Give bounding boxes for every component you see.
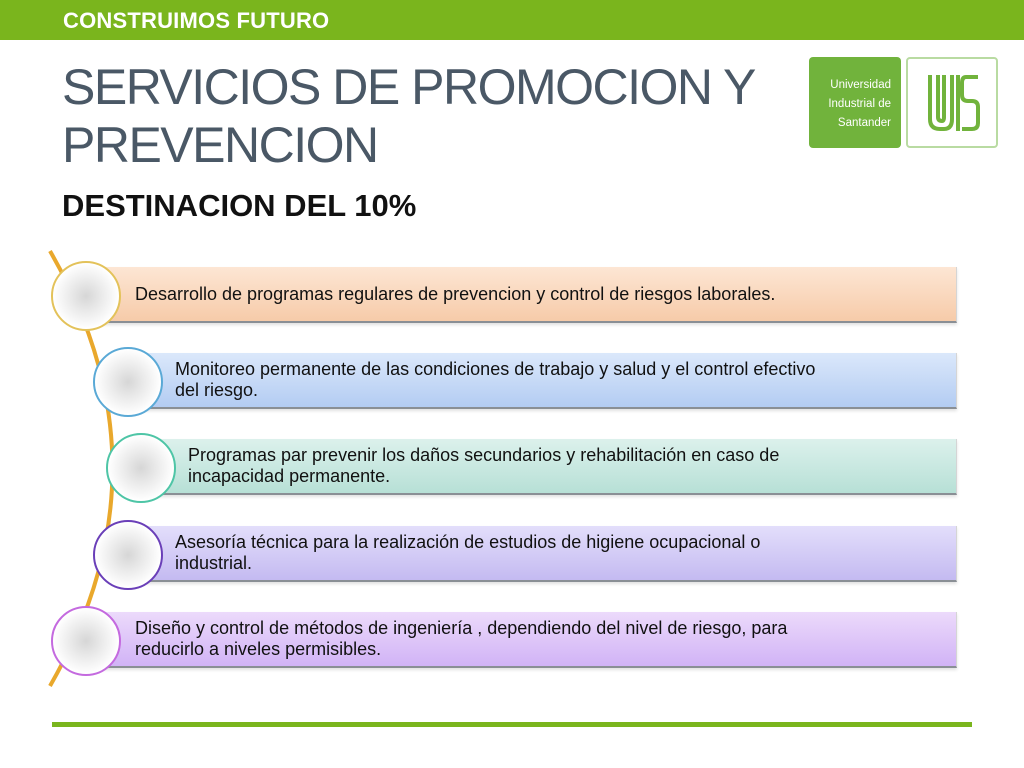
list-item-3-line-1: Programas par prevenir los daños secundarios y rehabilitación en caso de (188, 445, 780, 465)
list-item-3-bullet-icon (106, 433, 176, 503)
list-item-3-line-2: incapacidad permanente. (188, 466, 391, 486)
university-name-line-3: Santander (837, 117, 891, 129)
list-item-5 (88, 612, 957, 668)
list-item-2-line-2: del riesgo. (175, 380, 259, 400)
list-item-4 (127, 526, 957, 582)
list-item-2-line-1: Monitoreo permanente de las condiciones de trabajo y salud y el control efectivo (175, 359, 816, 379)
slide-title-line-1: SERVICIOS DE PROMOCION Y (62, 59, 755, 115)
list-item-5-line-1: Diseño y control de métodos de ingeniería , dependiendo del nivel de riesgo, para (135, 618, 788, 638)
list-item-5-bullet-icon (51, 606, 121, 676)
uis-emblem-icon (906, 57, 998, 148)
list-item-1 (88, 267, 957, 323)
list-item-4-line-2: industrial. (175, 553, 253, 573)
list-item-5-line-2: reducirlo a niveles permisibles. (135, 639, 382, 659)
list-item-3 (140, 439, 957, 495)
list-item-2-bullet-icon (93, 347, 163, 417)
footer-divider (52, 722, 972, 727)
list-item-4-line-1: Asesoría técnica para la realización de estudios de higiene ocupacional o (175, 532, 761, 552)
list-item-4-bullet-icon (93, 520, 163, 590)
university-name-logo (809, 57, 901, 148)
list-item-1-text: Desarrollo de programas regulares de prevencion y control de riesgos laborales. (135, 283, 776, 304)
university-name-line-2: Industrial de (828, 98, 891, 110)
slide-title-line-2: PREVENCION (62, 117, 378, 173)
university-name-line-1: Universidad (830, 79, 891, 91)
header-band-text: CONSTRUIMOS FUTURO (63, 8, 330, 33)
list-item-2 (127, 353, 957, 409)
slide-subtitle: DESTINACION DEL 10% (62, 188, 417, 223)
list-item-1-bullet-icon (51, 261, 121, 331)
